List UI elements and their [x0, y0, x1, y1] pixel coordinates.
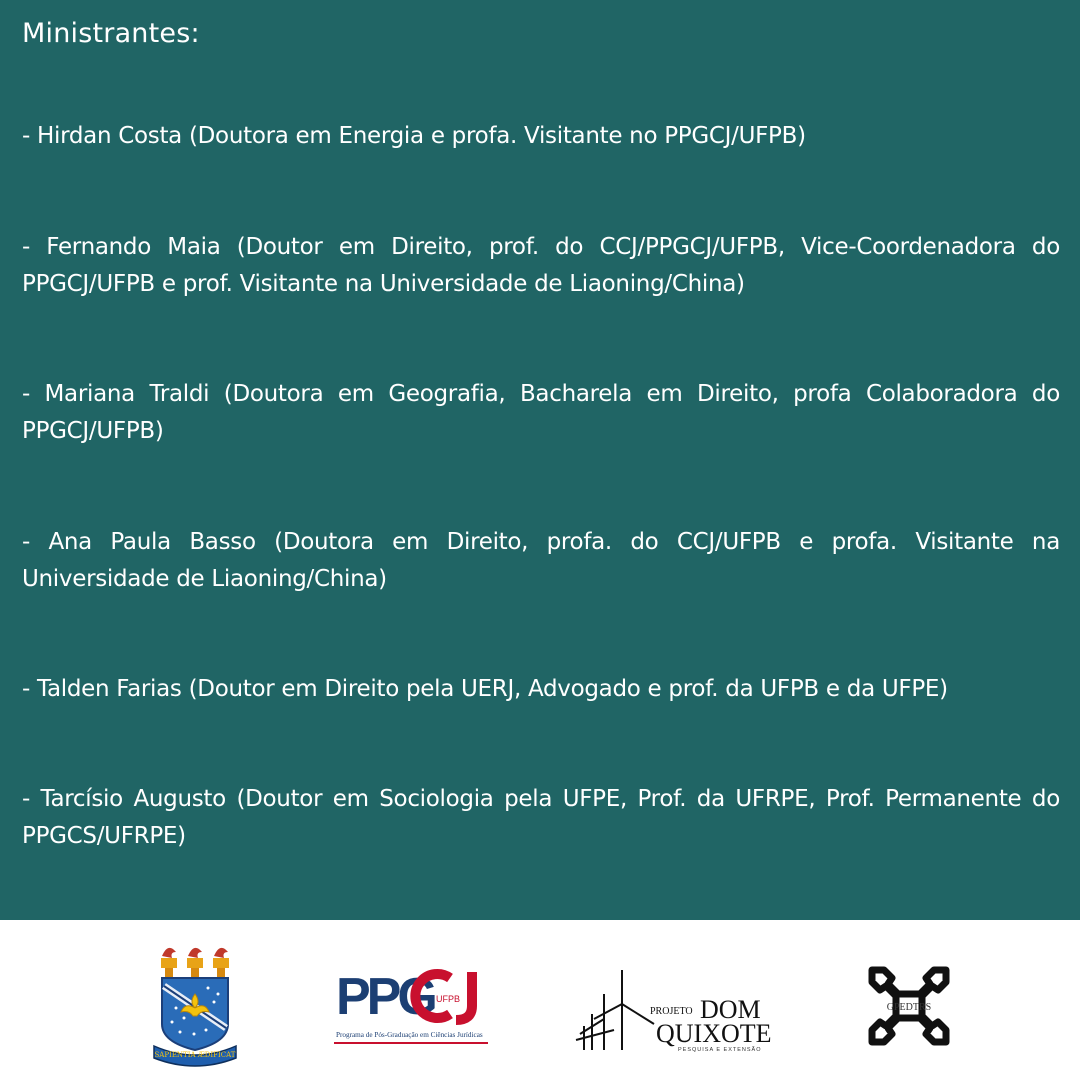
- wind-turbine-icon: [574, 964, 774, 1054]
- gpedtrs-logo: [862, 960, 956, 1052]
- ufpb-crest-icon: [148, 942, 242, 1068]
- gpedtrs-logo-icon: [862, 960, 956, 1052]
- svg-text:PESQUISA E EXTENSÃO: PESQUISA E EXTENSÃO: [678, 1047, 762, 1053]
- svg-text:UFPB: UFPB: [436, 994, 461, 1004]
- speaker-entry: - Talden Farias (Doutor em Direito pela UERJ, Advogado e prof. da UFPB e da UFPE): [22, 676, 948, 702]
- svg-text:Programa de Pós-Graduação em C: Programa de Pós-Graduação em Ciências Jurídicas: [336, 1031, 483, 1039]
- svg-text:PROJETO: PROJETO: [650, 1006, 693, 1017]
- speaker-entry: - Hirdan Costa (Doutora em Energia e profa. Visitante no PPGCJ/UFPB): [22, 123, 806, 149]
- svg-text:DOM: DOM: [700, 995, 761, 1024]
- speaker-entry: - Mariana Traldi (Doutora em Geografia, Bacharela em Direito, profa Colaboradora do PPGCJ/UFPB): [22, 381, 1060, 444]
- svg-text:QUIXOTE: QUIXOTE: [656, 1019, 772, 1048]
- speaker-entry: - Tarcísio Augusto (Doutor em Sociologia pela UFPE, Prof. da UFRPE, Prof. Permanente do PPGCS/UFRPE): [22, 786, 1060, 849]
- speaker-entry: - Ana Paula Basso (Doutora em Direito, profa. do CCJ/UFPB e profa. Visitante na Universidade de Liaoning/China): [22, 529, 1060, 592]
- svg-text:GPEDTRS: GPEDTRS: [886, 1002, 932, 1013]
- ppgcj-logo-icon: [332, 956, 492, 1050]
- ufpb-crest-logo: [148, 942, 242, 1068]
- dom-quixote-logo: [574, 964, 774, 1054]
- section-heading: Ministrantes:: [22, 18, 200, 49]
- ppgcj-logo: [332, 956, 492, 1050]
- logo-footer: [0, 920, 1080, 1080]
- speaker-entry: - Fernando Maia (Doutor em Direito, prof. do CCJ/PPGCJ/UFPB, Vice-Coordenadora do PPGCJ/UFPB e prof. Visitante na Universidade de Liaoning/China): [22, 234, 1060, 297]
- svg-text:PPG: PPG: [336, 968, 434, 1026]
- svg-text:SAPIENTIA ÆDIFICAT: SAPIENTIA ÆDIFICAT: [154, 1051, 236, 1059]
